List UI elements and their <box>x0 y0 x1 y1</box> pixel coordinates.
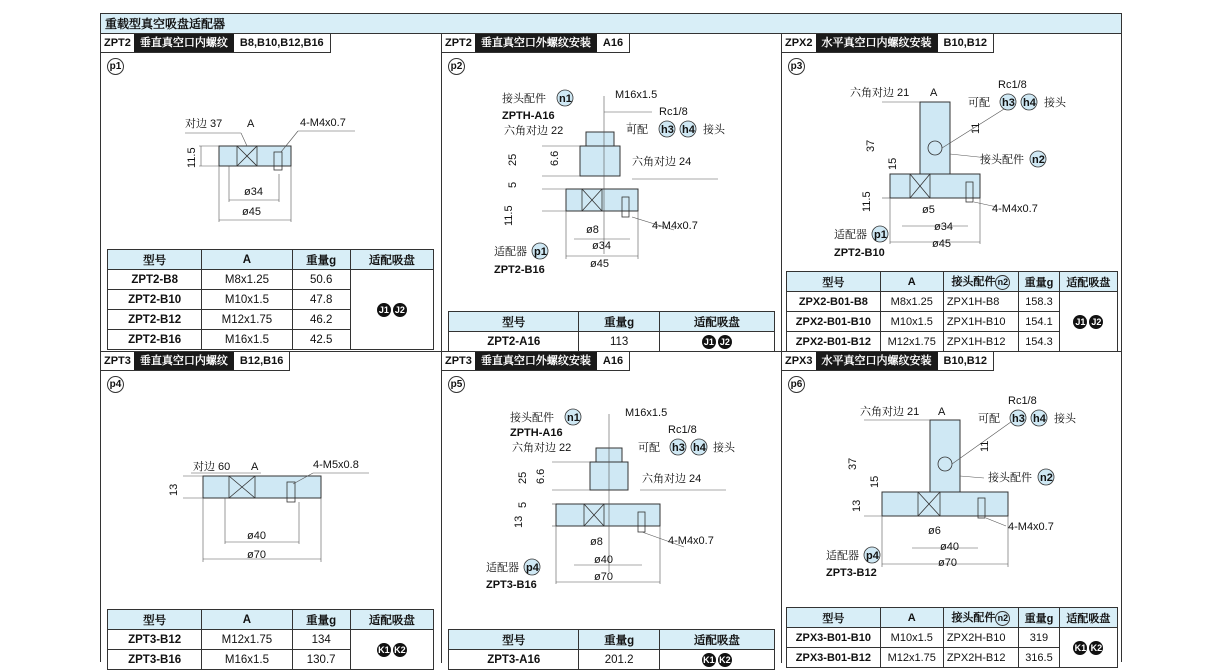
col-header: 型号 <box>449 312 579 332</box>
dim-label: A <box>930 87 938 99</box>
col-header: 型号 <box>449 630 579 650</box>
dim-label: h3 <box>1002 97 1015 109</box>
pad-symbols <box>350 270 433 350</box>
pad-symbol-icon: J2 <box>1091 316 1102 327</box>
pad-symbols <box>659 332 774 352</box>
table-cell: ZPX2-B01-B12 <box>787 332 881 352</box>
table-cell: 158.3 <box>1019 292 1060 312</box>
table-cell: ZPX1H-B12 <box>943 332 1018 352</box>
dim-label: 4-M5x0.8 <box>313 459 359 471</box>
table-cell: ZPT3-B12 <box>108 630 202 650</box>
table-cell: M12x1.75 <box>880 332 943 352</box>
dim-label: h4 <box>693 442 706 454</box>
dim-label: 六角对边 21 <box>860 406 920 418</box>
table-cell: ZPT2-B12 <box>108 310 202 330</box>
table-cell: ZPX2-B01-B8 <box>787 292 881 312</box>
table-row <box>787 628 1118 648</box>
dim-label: 25 <box>517 471 529 484</box>
dim-label: 37 <box>865 139 877 152</box>
dim-label: h3 <box>1012 413 1025 425</box>
dim-label: 适配器 <box>486 562 519 574</box>
adapter-body <box>219 146 291 166</box>
col-header: 重量g <box>1019 608 1060 628</box>
dim-label: 接头 <box>703 124 725 136</box>
pad-symbol-icon: J1 <box>703 336 714 347</box>
dim-label: n1 <box>567 412 580 424</box>
drawing-p4 <box>101 352 442 592</box>
spec-table <box>107 609 434 670</box>
dim-label: 5 <box>517 501 529 508</box>
table-cell: M10x1.5 <box>880 312 943 332</box>
col-header: A <box>880 608 943 628</box>
pad-symbol-icon: J2 <box>394 304 405 315</box>
dim-label: p1 <box>874 229 887 241</box>
panel-p6 <box>782 352 1121 663</box>
dim-label: 11.5 <box>503 205 515 226</box>
col-header: 适配吸盘 <box>1059 608 1117 628</box>
dim-label: 37 <box>847 457 859 470</box>
dim-label: ø45 <box>590 258 609 270</box>
series-desc: 垂直真空口内螺纹 <box>134 352 234 370</box>
col-header: 型号 <box>108 610 202 630</box>
col-header: A <box>202 610 292 630</box>
pad-symbol-icon: J1 <box>378 304 389 315</box>
table-cell: ZPT2-B8 <box>108 270 202 290</box>
dim-label: A <box>938 406 946 418</box>
dim-label: ø6 <box>928 525 941 537</box>
dim-label: ZPT2-B16 <box>494 264 545 276</box>
pad-symbols <box>1059 292 1117 352</box>
dim-label: 适配器 <box>834 229 867 241</box>
series-desc: 垂直真空口外螺纹安装 <box>475 34 597 52</box>
drawing-marker: p3 <box>788 58 805 75</box>
table-cell: M10x1.5 <box>880 628 943 648</box>
col-header: 重量g <box>1019 272 1060 292</box>
series-desc: 垂直真空口内螺纹 <box>134 34 234 52</box>
dim-label: ZPT2-B10 <box>834 247 885 259</box>
col-header: 适配吸盘 <box>350 610 433 630</box>
pad-symbol-icon: K1 <box>703 654 715 665</box>
pad-symbols <box>350 630 433 670</box>
dim-label: 15 <box>869 475 881 488</box>
series-code: ZPX2 <box>785 37 813 49</box>
dim-label: ZPTH-A16 <box>502 110 555 122</box>
dim-label: h4 <box>1033 413 1046 425</box>
table-row <box>108 270 434 290</box>
series-code: ZPT2 <box>445 37 472 49</box>
drawing-marker: p1 <box>107 58 124 75</box>
panel-p5 <box>442 352 782 666</box>
dim-label: Rc1/8 <box>659 106 688 118</box>
panel-p1 <box>101 34 442 351</box>
dim-label: ø8 <box>590 536 603 548</box>
col-header: 接头配件 n2 <box>943 608 1018 628</box>
col-header: 适配吸盘 <box>350 250 433 270</box>
series-sizes: A16 <box>602 355 624 367</box>
table-cell: M8x1.25 <box>202 270 292 290</box>
dim-label: 适配器 <box>494 246 527 258</box>
series-sizes: B10,B12 <box>943 355 987 367</box>
drawing-marker: p5 <box>448 376 465 393</box>
dim-label: ZPT3-B12 <box>826 567 877 579</box>
col-header: 型号 <box>787 272 881 292</box>
dim-label: ø40 <box>940 541 959 553</box>
dim-label: ø40 <box>247 530 266 542</box>
pad-symbol-icon: J1 <box>1075 316 1086 327</box>
table-cell: M16x1.5 <box>202 330 292 350</box>
dim-label: 13 <box>513 515 525 528</box>
dim-label: 4-M4x0.7 <box>300 117 346 129</box>
table-cell: ZPT2-B10 <box>108 290 202 310</box>
dim-label: 可配 <box>978 413 1000 425</box>
table-cell: ZPT3-A16 <box>449 650 579 670</box>
spec-table <box>448 311 775 352</box>
dim-label: 对边 60 <box>193 461 231 473</box>
series-desc: 水平真空口内螺纹安装 <box>816 34 938 52</box>
dim-label: n2 <box>1032 154 1045 166</box>
series-code: ZPT3 <box>104 355 131 367</box>
table-cell: 42.5 <box>292 330 350 350</box>
col-header: A <box>880 272 943 292</box>
col-header: A <box>202 250 292 270</box>
table-row <box>787 292 1118 312</box>
table-cell: 130.7 <box>292 650 350 670</box>
col-header: 接头配件 n2 <box>943 272 1018 292</box>
dim-label: p4 <box>526 562 539 574</box>
dim-label: p4 <box>866 550 879 562</box>
table-cell: M16x1.5 <box>202 650 292 670</box>
dim-label: 六角对边 24 <box>642 473 702 485</box>
dim-label: 4-M4x0.7 <box>1008 521 1054 533</box>
dim-label: h4 <box>682 124 695 136</box>
dim-label: 25 <box>507 153 519 166</box>
dim-label: 可配 <box>626 124 648 136</box>
series-desc: 垂直真空口外螺纹安装 <box>475 352 597 370</box>
table-cell: ZPT3-B16 <box>108 650 202 670</box>
series-sizes: B8,B10,B12,B16 <box>239 37 324 49</box>
table-cell: M8x1.25 <box>880 292 943 312</box>
dim-label: n2 <box>1040 472 1053 484</box>
dim-label: ø45 <box>242 206 261 218</box>
dim-label: 13 <box>168 483 180 496</box>
dim-label: 11.5 <box>186 147 198 168</box>
panel-p4 <box>101 352 442 666</box>
dim-label: M16x1.5 <box>615 89 658 101</box>
panel-p2 <box>442 34 782 351</box>
series-code: ZPX3 <box>785 355 813 367</box>
dim-label: 接头 <box>1054 413 1076 425</box>
series-code: ZPT3 <box>445 355 472 367</box>
table-cell: 316.5 <box>1019 648 1060 668</box>
spec-table <box>107 249 434 350</box>
page-title: 重载型真空吸盘适配器 <box>101 14 1121 34</box>
table-cell: ZPX1H-B10 <box>943 312 1018 332</box>
spec-table <box>786 607 1118 668</box>
dim-label: 六角对边 21 <box>850 87 910 99</box>
dim-label: ø34 <box>934 221 953 233</box>
dim-label: n1 <box>559 93 572 105</box>
dim-label: p1 <box>534 246 547 258</box>
dim-label: ø70 <box>938 557 957 569</box>
col-header: 适配吸盘 <box>659 312 774 332</box>
dim-label: ZPT3-B16 <box>486 579 537 591</box>
dim-label: 可配 <box>638 442 660 454</box>
drawing-marker: p6 <box>788 376 805 393</box>
spec-table <box>786 271 1118 352</box>
dim-label: ø8 <box>586 224 599 236</box>
series-sizes: A16 <box>602 37 624 49</box>
col-header: 重量g <box>579 312 659 332</box>
dim-label: A <box>251 461 259 473</box>
dim-label: ø34 <box>592 240 611 252</box>
dim-label: h3 <box>672 442 685 454</box>
table-cell: 201.2 <box>579 650 659 670</box>
dim-label: A <box>247 118 255 130</box>
catalog-page <box>100 13 1122 666</box>
dim-label: 接头 <box>713 442 735 454</box>
dim-label: ø5 <box>922 204 935 216</box>
table-cell: M12x1.75 <box>202 310 292 330</box>
dim-label: 可配 <box>968 97 990 109</box>
table-cell: ZPX1H-B8 <box>943 292 1018 312</box>
series-code: ZPT2 <box>104 37 131 49</box>
table-cell: 134 <box>292 630 350 650</box>
table-cell: ZPT2-B16 <box>108 330 202 350</box>
dim-label: 适配器 <box>826 550 859 562</box>
table-cell: 113 <box>579 332 659 352</box>
dim-label: Rc1/8 <box>1008 395 1037 407</box>
col-header: 型号 <box>108 250 202 270</box>
table-cell: 50.6 <box>292 270 350 290</box>
drawing-p5 <box>442 352 782 597</box>
dim-label: 6.6 <box>549 150 561 166</box>
dim-label: M16x1.5 <box>625 407 668 419</box>
dim-label: 六角对边 24 <box>632 156 692 168</box>
dim-label: 六角对边 22 <box>512 442 572 454</box>
table-row <box>449 650 775 670</box>
dim-label: 13 <box>851 499 863 512</box>
pad-symbols <box>659 650 774 670</box>
dim-label: ZPTH-A16 <box>510 427 563 439</box>
dim-label: 六角对边 22 <box>504 125 564 137</box>
table-cell: M10x1.5 <box>202 290 292 310</box>
table-cell: M12x1.75 <box>202 630 292 650</box>
series-sizes: B10,B12 <box>943 37 987 49</box>
col-header: 重量g <box>292 610 350 630</box>
table-cell: 47.8 <box>292 290 350 310</box>
dim-label: 接头配件 <box>510 412 554 424</box>
drawing-marker: p4 <box>107 376 124 393</box>
pad-symbol-icon: K2 <box>719 654 731 665</box>
panel-p3 <box>782 34 1121 351</box>
table-cell: ZPX2H-B12 <box>943 648 1018 668</box>
dim-label: h4 <box>1023 97 1036 109</box>
col-header: 适配吸盘 <box>659 630 774 650</box>
dim-label: ø45 <box>932 238 951 250</box>
dim-label: Rc1/8 <box>998 79 1027 91</box>
dim-label: 接头 <box>1044 97 1066 109</box>
dim-label: 11.5 <box>861 191 873 212</box>
dim-label: 6.6 <box>535 468 547 484</box>
dim-label: 对边 37 <box>185 118 223 130</box>
dim-label: Rc1/8 <box>668 424 697 436</box>
dim-label: 4-M4x0.7 <box>668 535 714 547</box>
col-header: 重量g <box>292 250 350 270</box>
dim-label: ø70 <box>594 571 613 583</box>
table-cell: 319 <box>1019 628 1060 648</box>
pad-symbol-icon: K2 <box>394 644 406 655</box>
drawing-p3 <box>782 34 1121 264</box>
pad-symbol-icon: K1 <box>1074 642 1087 653</box>
table-cell: 154.3 <box>1019 332 1060 352</box>
table-cell: ZPT2-A16 <box>449 332 579 352</box>
table-cell: ZPX3-B01-B10 <box>787 628 881 648</box>
dim-label: ø40 <box>594 554 613 566</box>
series-desc: 水平真空口内螺纹安装 <box>816 352 938 370</box>
dim-label: h3 <box>661 124 674 136</box>
table-row <box>449 332 775 352</box>
dim-label: ø70 <box>247 549 266 561</box>
table-cell: ZPX3-B01-B12 <box>787 648 881 668</box>
col-header: 重量g <box>579 630 659 650</box>
table-row <box>108 630 434 650</box>
dim-label: 11 <box>970 122 982 134</box>
drawing-p6 <box>782 352 1121 587</box>
table-cell: ZPX2H-B10 <box>943 628 1018 648</box>
col-header: 型号 <box>787 608 881 628</box>
dim-label: 15 <box>887 157 899 170</box>
drawing-p2 <box>442 34 782 284</box>
dim-label: 4-M4x0.7 <box>652 220 698 232</box>
table-cell: 154.1 <box>1019 312 1060 332</box>
series-sizes: B12,B16 <box>239 355 284 367</box>
pad-symbol-icon: K1 <box>378 644 390 655</box>
pad-symbol-icon: K2 <box>1090 642 1103 653</box>
dim-label: 接头配件 <box>980 154 1024 166</box>
pad-symbol-icon: J2 <box>719 336 730 347</box>
dim-label: 5 <box>507 181 519 188</box>
spec-table <box>448 629 775 670</box>
dim-label: 4-M4x0.7 <box>992 203 1038 215</box>
dim-label: 接头配件 <box>988 472 1032 484</box>
table-cell: M12x1.75 <box>880 648 943 668</box>
dim-label: ø34 <box>244 186 263 198</box>
dim-label: 接头配件 <box>502 93 546 105</box>
table-cell: 46.2 <box>292 310 350 330</box>
table-cell: ZPX2-B01-B10 <box>787 312 881 332</box>
col-header: 适配吸盘 <box>1059 272 1117 292</box>
drawing-p1 <box>101 34 442 249</box>
drawing-marker: p2 <box>448 58 465 75</box>
dim-label: 11 <box>979 440 991 452</box>
